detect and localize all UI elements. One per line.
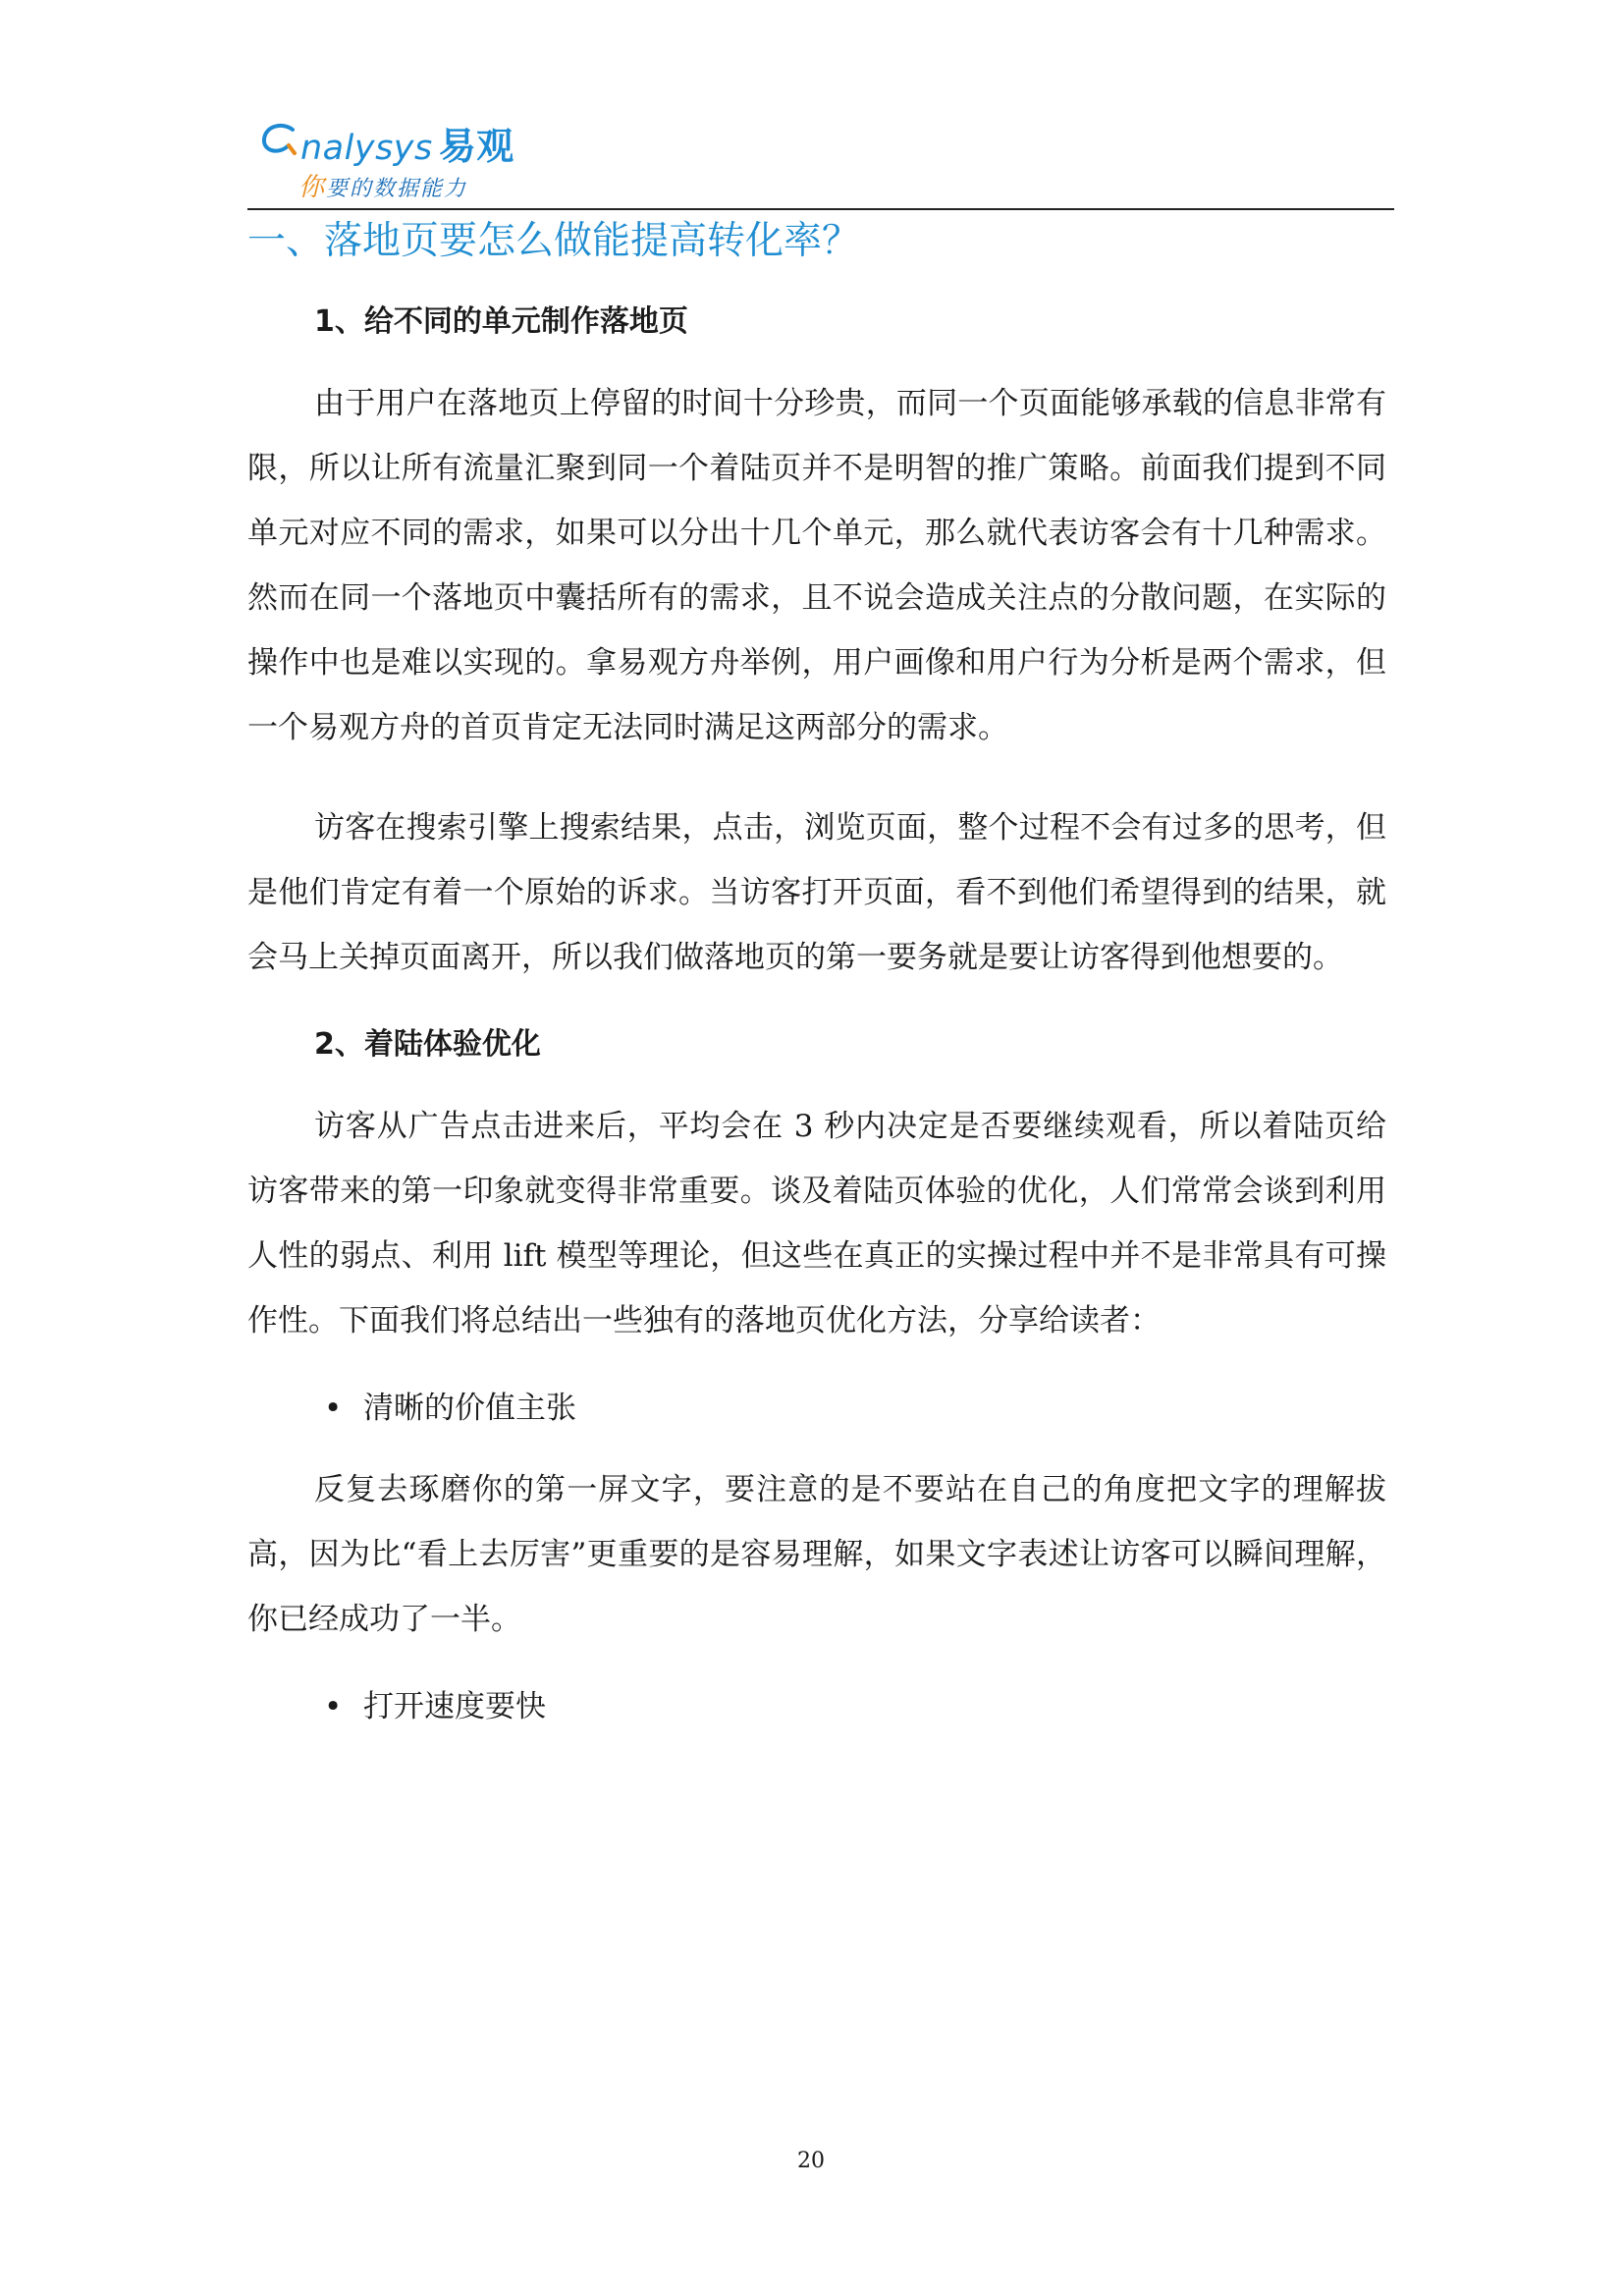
page-number: 20 — [797, 2149, 825, 2173]
bullet-dot-icon: • — [324, 1391, 343, 1426]
logo-cn-text: 易观 — [438, 125, 514, 168]
logo-tagline-first: 你 — [298, 173, 327, 202]
subheading-1: 1、给不同的单元制作落地页 — [314, 304, 688, 339]
paragraph-4: 反复去琢磨你的第一屏文字，要注意的是不要站在自己的角度把文字的理解拔高，因为比“看上去厉害”更重要的是容易理解，如果文字表述让访客可以瞬间理解，你已经成功了一半。 — [247, 1472, 1386, 1637]
paragraph-2: 访客在搜索引擎上搜索结果，点击，浏览页面，整个过程不会有过多的思考，但是他们肯定有着一个原始的诉求。当访客打开页面，看不到他们希望得到的结果，就会马上关掉页面离开，所以我们做落地页的第一要务就是要让访客得到他想要的。 — [247, 810, 1386, 975]
subheading-2: 2、着陆体验优化 — [314, 1027, 541, 1062]
bullet-item-2 — [324, 1687, 1386, 1726]
section-title: 一、落地页要怎么做能提高转化率？ — [247, 219, 861, 263]
logo-tagline-rest: 要的数据能力 — [326, 177, 468, 201]
paragraph-3: 访客从广告点击进来后，平均会在 3 秒内决定是否要继续观看，所以着陆页给访客带来的第一印象就变得非常重要。谈及着陆页体验的优化，人们常常会谈到利用人性的弱点、利用 lift 模型等理论，但这些在真正的实操过程中并不是非常具有可操作性。下面我们将总结出一些独有的落地页优化方法，分享给读者： — [247, 1109, 1386, 1339]
logo-wordmark — [263, 116, 514, 170]
logo-wordmark-text: nalysys — [300, 129, 433, 168]
logo-tagline — [298, 167, 467, 203]
document-body — [247, 302, 1386, 1756]
bullet-dot-icon: • — [324, 1689, 343, 1724]
bullet-item-2-text: 打开速度要快 — [363, 1689, 546, 1724]
bullet-item-1-text: 清晰的价值主张 — [363, 1391, 576, 1426]
paragraph-1: 由于用户在落地页上停留的时间十分珍贵，而同一个页面能够承载的信息非常有限，所以让所有流量汇聚到同一个着陆页并不是明智的推广策略。前面我们提到不同单元对应不同的需求，如果可以分出十几个单元，那么就代表访客会有十几种需求。然而在同一个落地页中囊括所有的需求，且不说会造成关注点的分散问题，在实际的操作中也是难以实现的。拿易观方舟举例，用户画像和用户行为分析是两个需求，但一个易观方舟的首页肯定无法同时满足这两部分的需求。 — [247, 386, 1386, 745]
company-logo — [263, 116, 538, 204]
bullet-item-1 — [324, 1389, 1386, 1428]
